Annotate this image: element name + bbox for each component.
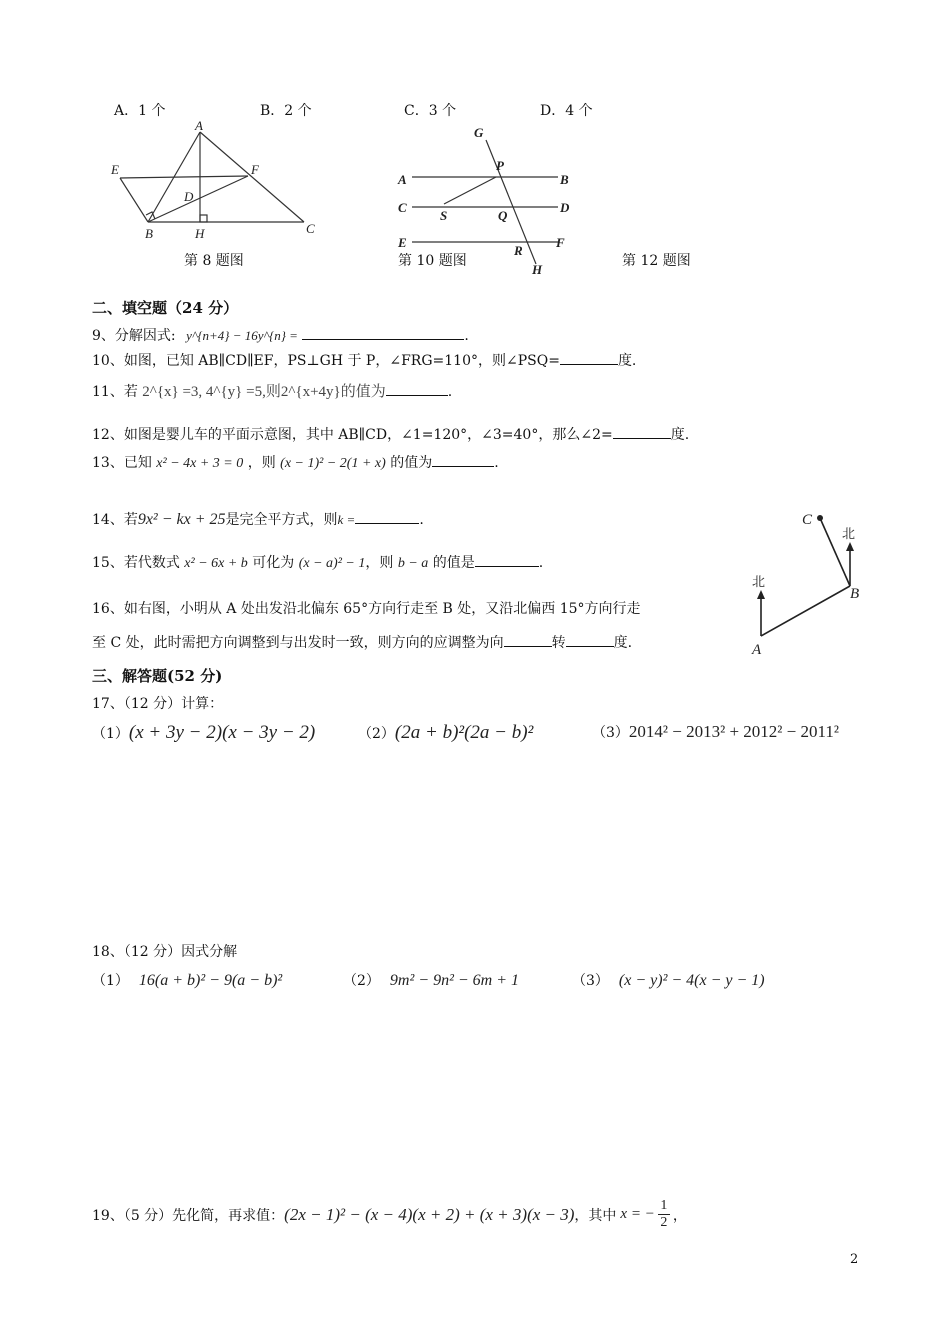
q17-part2 [358,722,533,744]
q13-eq1: x² − 4x + 3 = 0 [156,456,244,471]
choice-d: D．4 个 [540,103,593,119]
q19-expr: (2x − 1)² − (x − 4)(x + 2) + (x + 3)(x − 3) [284,1204,575,1224]
q13-suffix: . [494,455,499,471]
fig10-label-r: R [514,243,523,258]
figure-8-diagram [108,118,328,246]
fig8-label-d: D [184,189,194,204]
q17-part3 [592,722,839,742]
q16-line2 [92,632,632,652]
section2-heading: 二、填空题（24 分） [92,299,239,317]
q19-suffix: ， [672,1207,687,1224]
q15-tail: 的值是 [432,555,475,571]
fig10-label-a: A [398,172,407,187]
q14-answer-blank [355,509,419,524]
q16-direction-blank [504,632,552,647]
q11-expr: 2^{x} =3, 4^{y} =5,则2^{x+4y}的值为 [142,384,386,400]
q19-prefix: 19、（5 分）先化简，再求值： [92,1207,285,1224]
q17-p1-expr: (x + 3y − 2)(x − 3y − 2) [128,722,316,743]
choice-b: B．2 个 [260,103,312,119]
fig10-label-g: G [474,125,484,140]
fig10-label-b: B [560,172,569,187]
q13-mid: ，则 [247,455,276,471]
fig10-label-h: H [532,262,543,277]
fig16-label-b: B [850,586,860,602]
q17-p3-label: （3） [592,725,629,741]
q15-answer-blank [475,552,539,567]
page-number: 2 [850,1252,859,1267]
fig8-caption: 第 8 题图 [184,253,244,269]
q9-expr: y^{n+4} − 16y^{n} = [186,328,298,343]
q14-prefix: 14、若 [92,512,138,528]
fig8-label-f: F [251,162,259,177]
q12 [92,424,689,444]
fig10-label-c: C [398,200,407,215]
q13 [92,452,499,472]
q17-p2-label: （2） [358,726,395,742]
fig10-caption: 第 10 题图 [398,253,467,269]
fig10-label-s: S [440,208,448,223]
q17-p1-label: （1） [92,726,129,742]
fig16-north-b: 北 [842,526,856,541]
q18-part2 [343,970,519,990]
q13-tail: 的值为 [390,455,433,471]
q19-x-equals: x = − [620,1206,655,1222]
q18-p1-expr: 16(a + b)² − 9(a − b)² [138,972,283,989]
q14 [92,509,424,529]
q18-title: 18、（12 分）因式分解 [92,944,238,960]
q16-line2b: 转 [551,635,566,651]
fig8-label-a: A [195,118,203,133]
q15-e1: x² − 6x + b [184,556,248,571]
q17-p3-expr: 2014² − 2013² + 2012² − 2011² [628,722,839,741]
fig10-label-f: F [556,235,565,250]
q14-mid: 是完全平方式，则 [225,512,338,528]
q10 [92,350,636,370]
q14-expr: 9x² − kx + 25 [137,511,226,528]
fig10-label-q: Q [498,208,508,223]
fig10-label-e: E [398,235,407,250]
q10-text: 10、如图，已知 AB∥CD∥EF，PS⊥GH 于 P，∠FRG=110°，则∠PSQ= [92,353,560,369]
q18-part1 [92,970,282,990]
q12-suffix: 度. [670,427,690,443]
q10-suffix: 度. [617,353,637,369]
choice-a: A．1 个 [114,103,166,119]
q18-p2-expr: 9m² − 9n² − 6m + 1 [389,972,520,989]
q16-line2a: 至 C 处，此时需把方向调整到与出发时一致，则方向的应调整为向 [92,635,504,651]
q14-suffix: . [419,512,424,528]
q14-k: k = [337,512,356,527]
q19-fraction [658,1198,670,1231]
q15-mid1: 可化为 [252,555,295,571]
q15-e2: (x − a)² − 1 [298,556,366,571]
q11-suffix: . [447,384,453,400]
q9-prefix: 9、分解因式: [92,328,176,344]
q17-p2-expr: (2a + b)²(2a − b)² [394,722,534,743]
section3-heading: 三、解答题(52 分) [92,667,223,685]
q9-answer-blank [302,325,464,340]
q18-p3-expr: (x − y)² − 4(x − y − 1) [618,972,765,989]
figure-16-diagram [744,506,874,658]
q13-prefix: 13、已知 [92,455,152,471]
q9 [92,325,469,345]
fig8-label-c: C [306,221,315,236]
q18-p1-label: （1） [92,973,129,989]
q15-suffix: . [538,555,544,571]
fig12-caption: 第 12 题图 [622,253,691,269]
q19-numerator: 1 [660,1198,668,1213]
choice-c: C．3 个 [404,103,457,119]
q18-p3-label: （3） [572,973,609,989]
q17-title: 17、（12 分）计算： [92,696,224,712]
q9-suffix: . [464,328,469,344]
q16-line1: 16、如右图，小明从 A 处出发沿北偏东 65°方向行走至 B 处，又沿北偏西 15°方向行走 [92,601,641,617]
fig8-label-e: E [111,162,119,177]
q15-mid2: ，则 [365,555,394,571]
q17-part1 [92,722,315,744]
q16-line2c: 度. [613,635,633,651]
q12-text: 12、如图是婴儿车的平面示意图，其中 AB∥CD，∠1=120°，∠3=40°，那么∠2= [92,427,613,443]
q11-answer-blank [386,381,448,396]
q13-answer-blank [432,452,494,467]
q16-degree-blank [566,632,614,647]
q19-mid: ，其中 [574,1207,617,1224]
q12-answer-blank [613,424,671,439]
q15-e3: b − a [397,556,429,571]
q11-prefix: 11、若 [92,384,138,400]
q15 [92,552,543,572]
q18-part3 [572,970,765,990]
q15-prefix: 15、若代数式 [92,555,180,571]
q18-p2-label: （2） [343,973,380,989]
fig8-label-h: H [195,226,205,241]
q19 [92,1198,687,1231]
q10-answer-blank [560,350,618,365]
fig16-label-c: C [802,512,813,528]
q19-denominator: 2 [660,1215,668,1230]
q13-eq2: (x − 1)² − 2(1 + x) [280,456,386,471]
fig10-label-d: D [560,200,570,215]
fig16-label-a: A [752,642,762,658]
fig16-north-a: 北 [752,574,766,589]
q11 [92,380,452,401]
fig10-label-p: P [496,158,504,173]
fig8-label-b: B [145,226,153,241]
